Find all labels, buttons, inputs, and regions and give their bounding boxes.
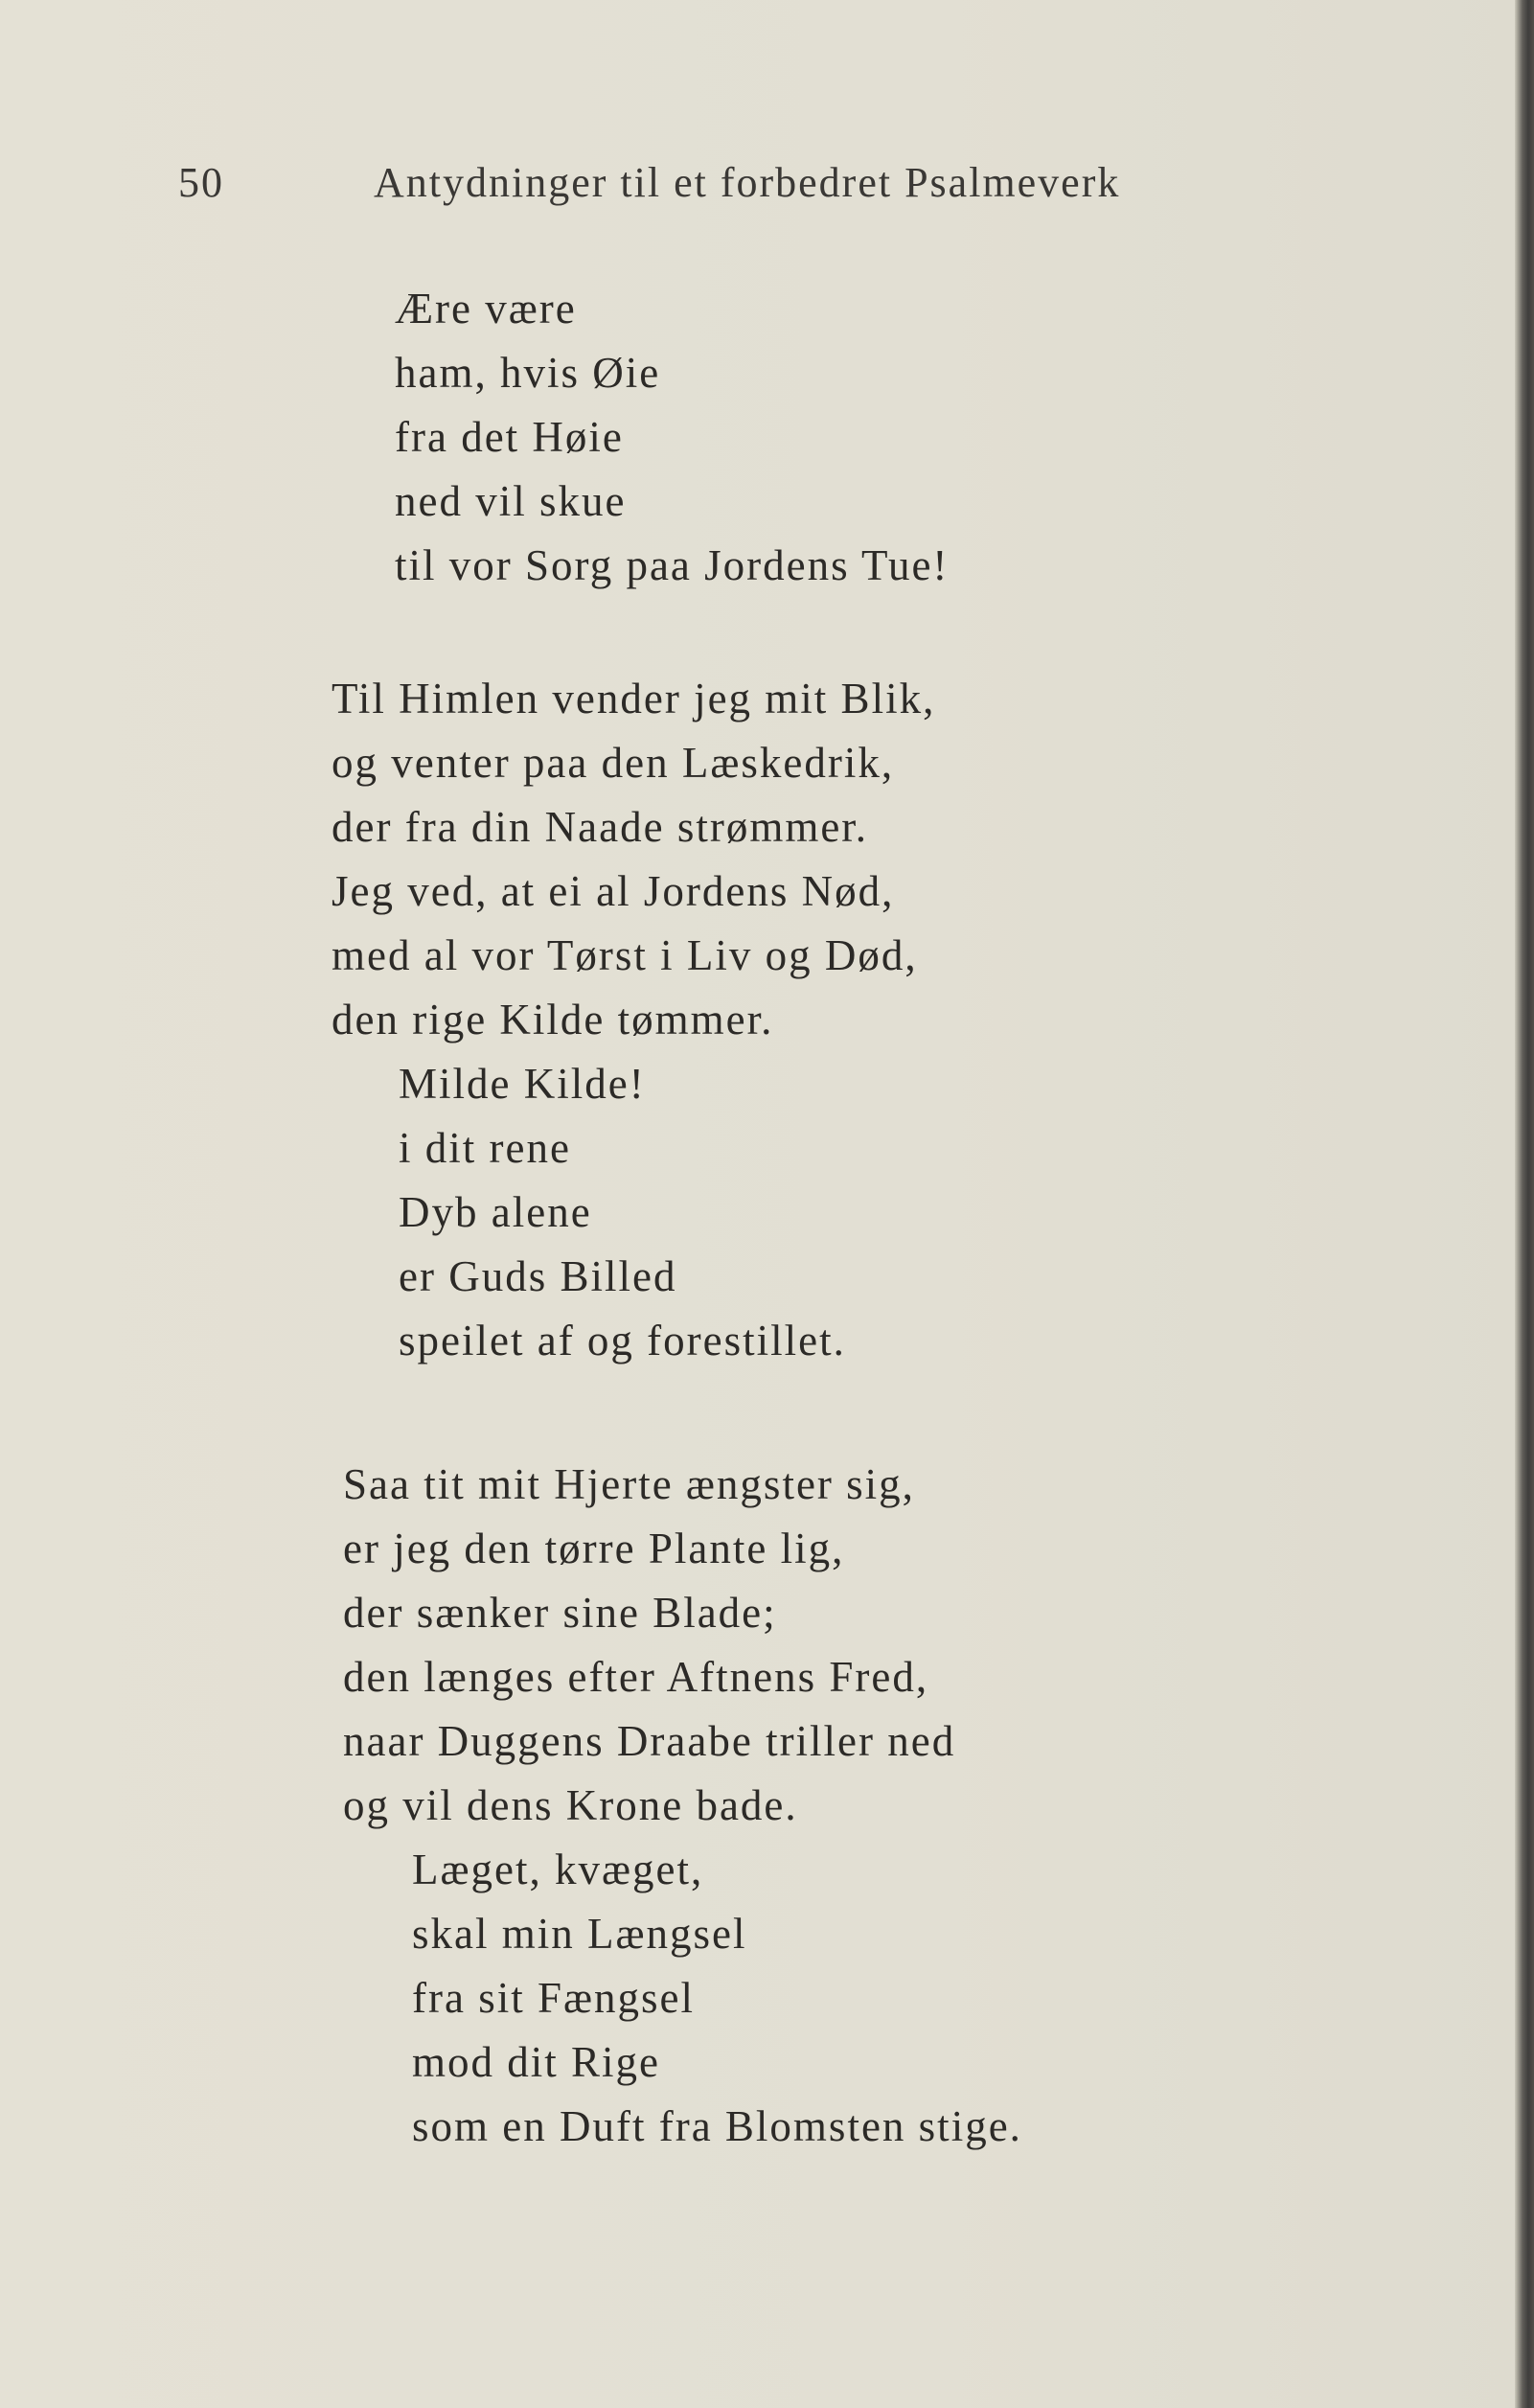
poem-line: naar Duggens Draabe triller ned xyxy=(343,1717,956,1765)
poem-line: speilet af og forestillet. xyxy=(399,1317,846,1365)
poem-line: ned vil skue xyxy=(395,477,627,525)
poem-line: Jeg ved, at ei al Jordens Nød, xyxy=(332,867,895,915)
poem-line: mod dit Rige xyxy=(412,2038,660,2086)
page-header xyxy=(178,158,1184,216)
poem-line: ham, hvis Øie xyxy=(395,349,661,397)
poem-line: med al vor Tørst i Liv og Død, xyxy=(332,931,918,979)
poem-line: til vor Sorg paa Jordens Tue! xyxy=(395,541,950,589)
poem-line: som en Duft fra Blomsten stige. xyxy=(412,2102,1022,2150)
poem-line: fra det Høie xyxy=(395,413,624,461)
poem-line: Saa tit mit Hjerte ængster sig, xyxy=(343,1460,915,1508)
poem-line: skal min Længsel xyxy=(412,1910,747,1958)
poem-line: den rige Kilde tømmer. xyxy=(332,996,774,1043)
poem-line: Læget, kvæget, xyxy=(412,1846,704,1893)
page-number: 50 xyxy=(178,159,224,206)
poem-line: Milde Kilde! xyxy=(399,1060,646,1108)
poem-line: i dit rene xyxy=(399,1124,571,1172)
poem-line: der fra din Naade strømmer. xyxy=(332,803,869,851)
poem-line: og vil dens Krone bade. xyxy=(343,1781,798,1829)
poem-line: Dyb alene xyxy=(399,1188,592,1236)
poem-line: fra sit Fængsel xyxy=(412,1974,695,2022)
binding-edge-shadow xyxy=(1515,0,1534,2408)
poem-line: Til Himlen vender jeg mit Blik, xyxy=(332,675,936,722)
poem-line: der sænker sine Blade; xyxy=(343,1589,777,1637)
poem-line: Ære være xyxy=(395,285,577,333)
poem-line: er Guds Billed xyxy=(399,1252,677,1300)
running-title: Antydninger til et forbedret Psalmeverk xyxy=(374,159,1121,206)
poem-line: den længes efter Aftnens Fred, xyxy=(343,1653,929,1701)
poem-line: er jeg den tørre Plante lig, xyxy=(343,1525,845,1572)
poem-line: og venter paa den Læskedrik, xyxy=(332,739,895,787)
